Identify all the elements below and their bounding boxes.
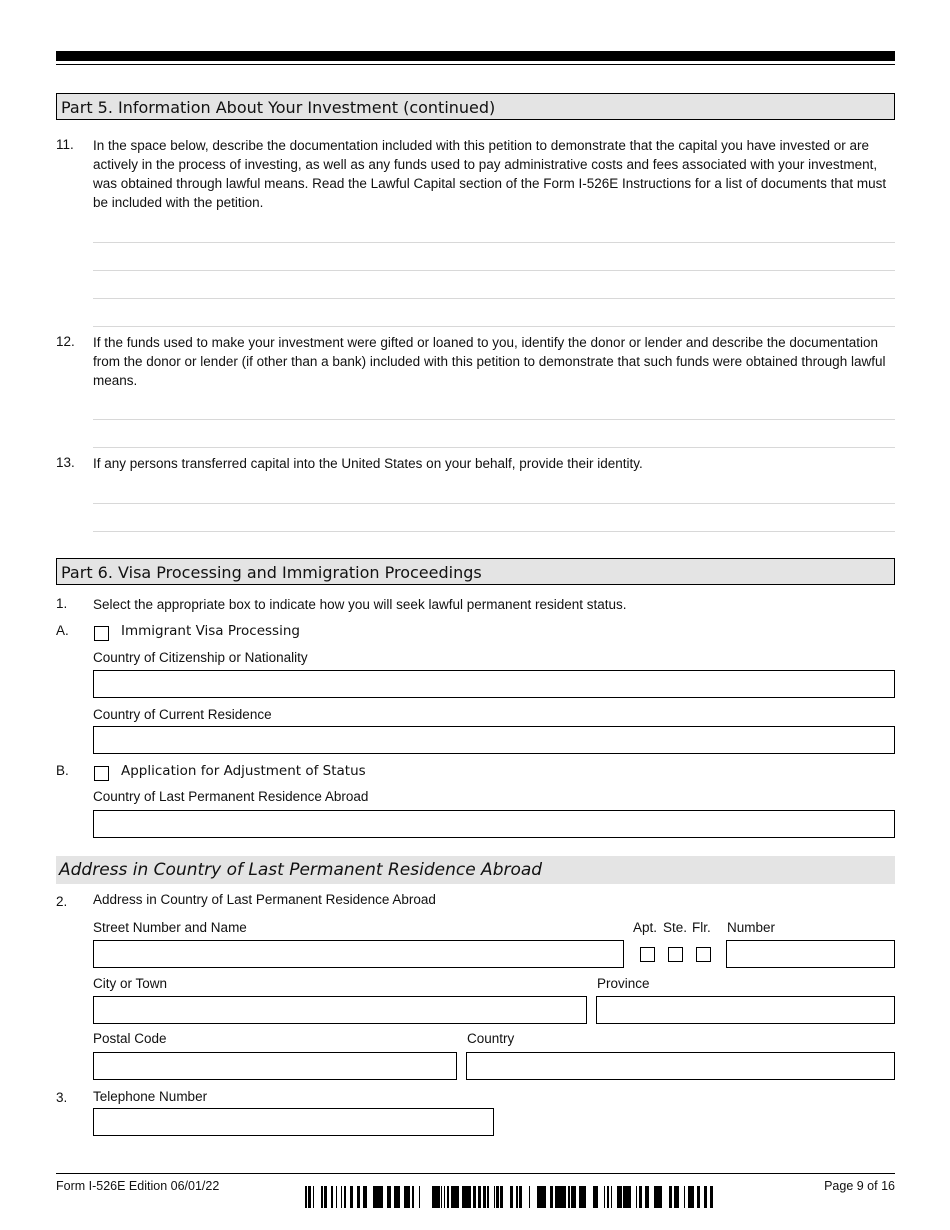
form-edition: Form I-526E Edition 06/01/22 — [56, 1179, 220, 1193]
number-field[interactable] — [726, 940, 895, 968]
p6-q3-number: 3. — [56, 1090, 68, 1105]
adjustment-status-checkbox[interactable] — [94, 766, 109, 781]
province-field[interactable] — [596, 996, 895, 1024]
citizenship-field[interactable] — [93, 670, 895, 698]
p6-q1-number: 1. — [56, 596, 68, 611]
p6-q2-text: Address in Country of Last Permanent Residence Abroad — [93, 892, 436, 907]
p6-q2-number: 2. — [56, 894, 68, 909]
q11-answer-line[interactable] — [93, 298, 895, 299]
phone-label: Telephone Number — [93, 1089, 208, 1104]
ste-label: Ste. — [663, 920, 688, 935]
q11-answer-line[interactable] — [93, 270, 895, 271]
street-label: Street Number and Name — [93, 920, 247, 935]
top-thick-rule — [56, 51, 895, 61]
footer-rule — [56, 1173, 895, 1174]
street-field[interactable] — [93, 940, 624, 968]
last-residence-field[interactable] — [93, 810, 895, 838]
p6-q1-text: Select the appropriate box to indicate how you will seek lawful permanent resident status. — [93, 597, 627, 612]
immigrant-visa-label: Immigrant Visa Processing — [121, 623, 300, 639]
citizenship-label: Country of Citizenship or Nationality — [93, 650, 308, 665]
apt-label: Apt. — [633, 920, 658, 935]
q11-text: In the space below, describe the documentation included with this petition to demonstrate that the capital you have invested or are actively in the process of investing, as well as any funds used to pay administrative costs and fees associated with your investment, was obtained through lawful means. Read the Lawful Capital section of the Form I-526E Instructions for a list of documents that must be included with the petition. — [93, 138, 887, 210]
q12-answer-line[interactable] — [93, 419, 895, 420]
adjustment-status-label: Application for Adjustment of Status — [121, 763, 366, 779]
flr-checkbox[interactable] — [696, 947, 711, 962]
barcode — [305, 1186, 713, 1208]
q13-text: If any persons transferred capital into the United States on your behalf, provide their identity. — [93, 456, 643, 471]
option-a-letter: A. — [56, 623, 69, 638]
country-field[interactable] — [466, 1052, 895, 1080]
apt-checkbox[interactable] — [640, 947, 655, 962]
q13-number: 13. — [56, 455, 75, 470]
q12-answer-line[interactable] — [93, 447, 895, 448]
last-residence-label: Country of Last Permanent Residence Abroad — [93, 789, 369, 804]
q12-number: 12. — [56, 334, 75, 349]
top-thin-rule — [56, 64, 895, 65]
option-b-letter: B. — [56, 763, 69, 778]
part5-header: Part 5. Information About Your Investment (continued) — [56, 93, 895, 120]
q11-answer-line[interactable] — [93, 242, 895, 243]
address-subheader: Address in Country of Last Permanent Residence Abroad — [56, 856, 895, 884]
current-residence-label: Country of Current Residence — [93, 707, 272, 722]
part6-header: Part 6. Visa Processing and Immigration Proceedings — [56, 558, 895, 585]
q11-answer-line[interactable] — [93, 326, 895, 327]
q12-text: If the funds used to make your investment were gifted or loaned to you, identify the donor or lender and describe the documentation from the donor or lender (if other than a bank) included with this petition to demonstrate that such funds were obtained through lawful means. — [93, 335, 886, 388]
province-label: Province — [597, 976, 650, 991]
city-label: City or Town — [93, 976, 168, 991]
number-label: Number — [727, 920, 776, 935]
immigrant-visa-checkbox[interactable] — [94, 626, 109, 641]
postal-code-field[interactable] — [93, 1052, 457, 1080]
city-field[interactable] — [93, 996, 587, 1024]
q13-answer-line[interactable] — [93, 531, 895, 532]
postal-code-label: Postal Code — [93, 1031, 167, 1046]
ste-checkbox[interactable] — [668, 947, 683, 962]
q13-answer-line[interactable] — [93, 503, 895, 504]
country-label: Country — [467, 1031, 515, 1046]
page-number: Page 9 of 16 — [824, 1179, 895, 1193]
phone-field[interactable] — [93, 1108, 494, 1136]
current-residence-field[interactable] — [93, 726, 895, 754]
q11-number: 11. — [56, 137, 74, 152]
flr-label: Flr. — [692, 920, 711, 935]
